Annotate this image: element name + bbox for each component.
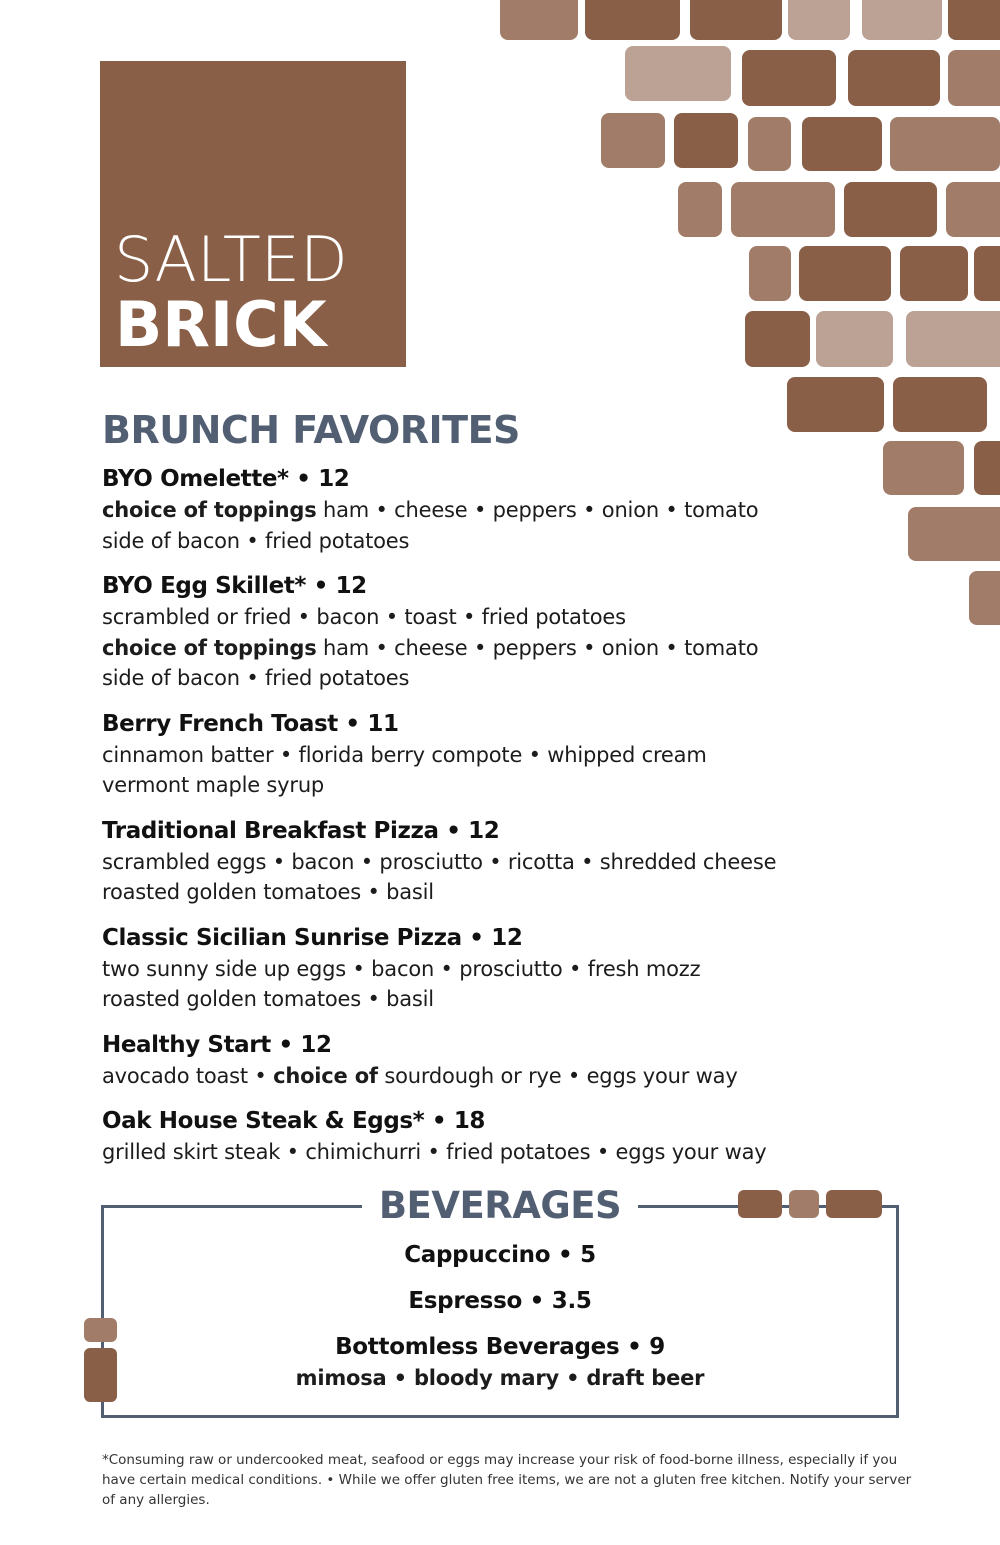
brick	[749, 246, 791, 301]
brick	[678, 182, 722, 237]
beverages-list	[101, 1240, 899, 1393]
brick	[802, 117, 882, 171]
beverage-item	[101, 1286, 899, 1317]
menu-item-name: Healthy Start • 12	[102, 1031, 332, 1058]
menu-item	[102, 1030, 942, 1092]
menu-item-description: vermont maple syrup	[102, 773, 325, 797]
menu-item-name: BYO Omelette* • 12	[102, 466, 350, 492]
brick	[690, 0, 782, 40]
brick	[946, 182, 1000, 237]
brick	[585, 0, 680, 40]
menu-item-name: BYO Egg Skillet* • 12	[102, 573, 367, 599]
menu-item-name: Traditional Breakfast Pizza • 12	[102, 817, 500, 844]
brick	[844, 182, 937, 237]
beverage-item	[101, 1332, 899, 1393]
brick	[848, 50, 940, 106]
brick	[674, 113, 738, 168]
menu-item-description: two sunny side up eggs • bacon • prosciutto • fresh mozz	[102, 956, 701, 981]
menu-item-name: Classic Sicilian Sunrise Pizza • 12	[102, 924, 523, 951]
brunch-menu-list	[102, 464, 942, 1183]
menu-item-description: scrambled eggs • bacon • prosciutto • ricotta • shredded cheese	[102, 849, 777, 874]
menu-item-description: roasted golden tomatoes • basil	[102, 987, 434, 1011]
brick	[969, 571, 1000, 625]
menu-item-description: scrambled or fried • bacon • toast • fried potatoes	[102, 605, 626, 629]
menu-item-description: roasted golden tomatoes • basil	[102, 880, 434, 904]
menu-item	[102, 1106, 942, 1168]
brick	[787, 377, 884, 432]
brick	[948, 0, 1000, 40]
brick	[601, 113, 665, 168]
brick	[900, 246, 968, 301]
brick	[890, 117, 1000, 171]
logo-line-2: BRICK	[115, 288, 327, 361]
brick	[742, 50, 836, 106]
allergy-footnote: *Consuming raw or undercooked meat, seafood or eggs may increase your risk of food-borne illness, especially if you have certain medical conditions. • While we offer gluten free items, we are not a gluten free kitchen. Notify your server of any allergies.	[102, 1452, 912, 1508]
beverages-heading: BEVERAGES	[378, 1184, 622, 1227]
menu-item-description: side of bacon • fried potatoes	[102, 528, 410, 553]
beverage-name: Cappuccino • 5	[404, 1242, 596, 1268]
menu-item-name: Oak House Steak & Eggs* • 18	[102, 1108, 486, 1134]
brick	[738, 1190, 782, 1218]
logo-line-1: SALTED	[114, 223, 348, 296]
brick	[788, 0, 850, 40]
brick	[948, 50, 1000, 106]
menu-item-description: cinnamon batter • florida berry compote • whipped cream	[102, 742, 707, 767]
brick	[906, 311, 1000, 367]
beverage-name: Bottomless Beverages • 9	[335, 1334, 665, 1360]
brick	[816, 311, 893, 367]
menu-item-description: avocado toast • choice of sourdough or rye • eggs your way	[102, 1063, 738, 1088]
brick	[799, 246, 891, 301]
brick	[748, 117, 791, 171]
menu-item	[102, 816, 942, 908]
brunch-favorites-heading: BRUNCH FAVORITES	[102, 408, 520, 452]
menu-item-description: choice of toppings ham • cheese • peppers • onion • tomato	[102, 635, 759, 660]
menu-item-description: choice of toppings ham • cheese • peppers • onion • tomato	[102, 498, 759, 522]
menu-item-description: side of bacon • fried potatoes	[102, 666, 410, 690]
brick	[862, 0, 942, 40]
menu-item	[102, 923, 942, 1015]
brick	[625, 46, 731, 101]
brick	[893, 377, 987, 432]
brick	[974, 441, 1000, 495]
brick	[731, 182, 835, 237]
beverage-name: Espresso • 3.5	[408, 1288, 592, 1314]
brick	[974, 246, 1000, 301]
brick	[745, 311, 810, 367]
menu-item	[102, 571, 942, 694]
brick	[500, 0, 578, 40]
salted-brick-logo	[100, 61, 406, 367]
menu-item	[102, 464, 942, 556]
beverages-heading-wrap	[362, 1184, 638, 1228]
menu-item	[102, 709, 942, 801]
menu-item-name: Berry French Toast • 11	[102, 710, 399, 737]
brick	[826, 1190, 882, 1218]
beverage-item	[101, 1240, 899, 1271]
beverage-description: mimosa • bloody mary • draft beer	[295, 1366, 705, 1390]
menu-item-description: grilled skirt steak • chimichurri • fried potatoes • eggs your way	[102, 1140, 767, 1164]
brick	[789, 1190, 819, 1218]
